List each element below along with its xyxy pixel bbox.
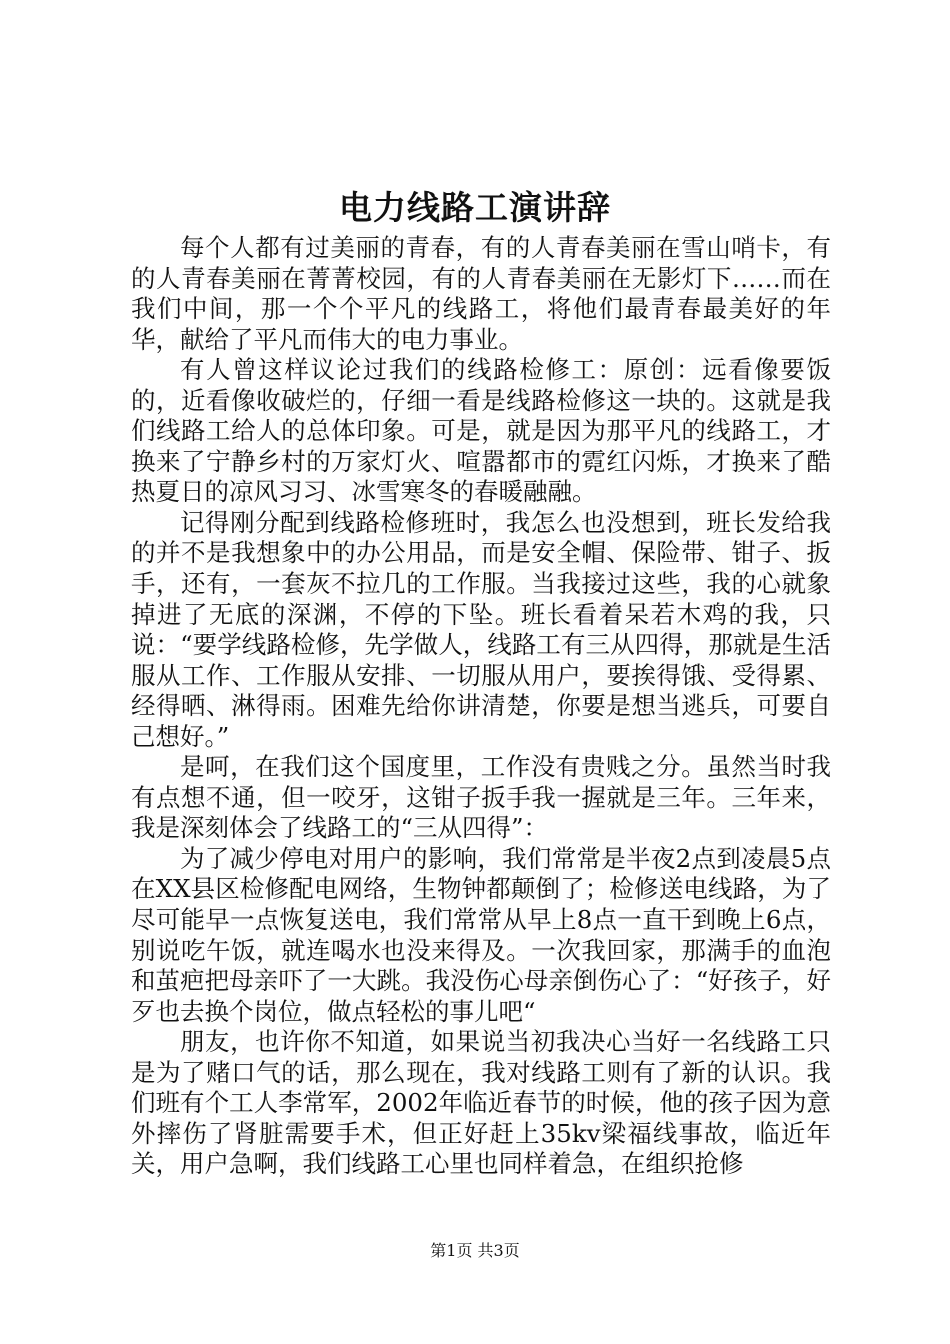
paragraph-4: 是呵，在我们这个国度里，工作没有贵贱之分。虽然当时我有点想不通，但一咬牙，这钳子扳手我一握就是三年。三年来，我是深刻体会了线路工的“三从四得”： xyxy=(131,752,831,843)
paragraph-3: 记得刚分配到线路检修班时，我怎么也没想到，班长发给我的并不是我想象中的办公用品，而是安全帽、保险带、钳子、扳手，还有，一套灰不拉几的工作服。当我接过这些，我的心就象掉进了无底的深渊，不停的下坠。班长看着呆若木鸡的我，只说：“要学线路检修，先学做人，线路工有三从四得，那就是生活服从工作、工作服从安排、一切服从用户，要挨得饿、受得累、经得晒、淋得雨。困难先给你讲清楚，你要是想当逃兵，可要自己想好。” xyxy=(131,507,831,751)
paragraph-2: 有人曾这样议论过我们的线路检修工：原创：远看像要饭的，近看像收破烂的，仔细一看是线路检修这一块的。这就是我们线路工给人的总体印象。可是，就是因为那平凡的线路工，才换来了宁静乡村的万家灯火、喧嚣都市的霓红闪烁，才换来了酷热夏日的凉风习习、冰雪寒冬的春暖融融。 xyxy=(131,355,831,507)
page-number-footer: 第1页 共3页 xyxy=(430,1241,520,1260)
document-body xyxy=(131,233,831,1180)
paragraph-5: 为了减少停电对用户的影响，我们常常是半夜2点到凌晨5点在XX县区检修配电网络，生物钟都颠倒了；检修送电线路，为了尽可能早一点恢复送电，我们常常从早上8点一直干到晚上6点，别说吃午饭，就连喝水也没来得及。一次我回家，那满手的血泡和茧疤把母亲吓了一大跳。我没伤心母亲倒伤心了：“好孩子，好歹也去换个岗位，做点轻松的事儿吧“ xyxy=(131,843,831,1026)
document-title: 电力线路工演讲辞 xyxy=(339,188,611,227)
paragraph-6: 朋友，也许你不知道，如果说当初我决心当好一名线路工只是为了赌口气的话，那么现在，我对线路工则有了新的认识。我们班有个工人李常军，2002年临近春节的时候，他的孩子因为意外摔伤了肾脏需要手术，但正好赶上35kv梁福线事故，临近年关，用户急啊，我们线路工心里也同样着急，在组织抢修 xyxy=(131,1027,831,1179)
paragraph-1: 每个人都有过美丽的青春，有的人青春美丽在雪山哨卡，有的人青春美丽在菁菁校园，有的人青春美丽在无影灯下……而在我们中间，那一个个平凡的线路工，将他们最青春最美好的年华，献给了平凡而伟大的电力事业。 xyxy=(131,233,831,354)
